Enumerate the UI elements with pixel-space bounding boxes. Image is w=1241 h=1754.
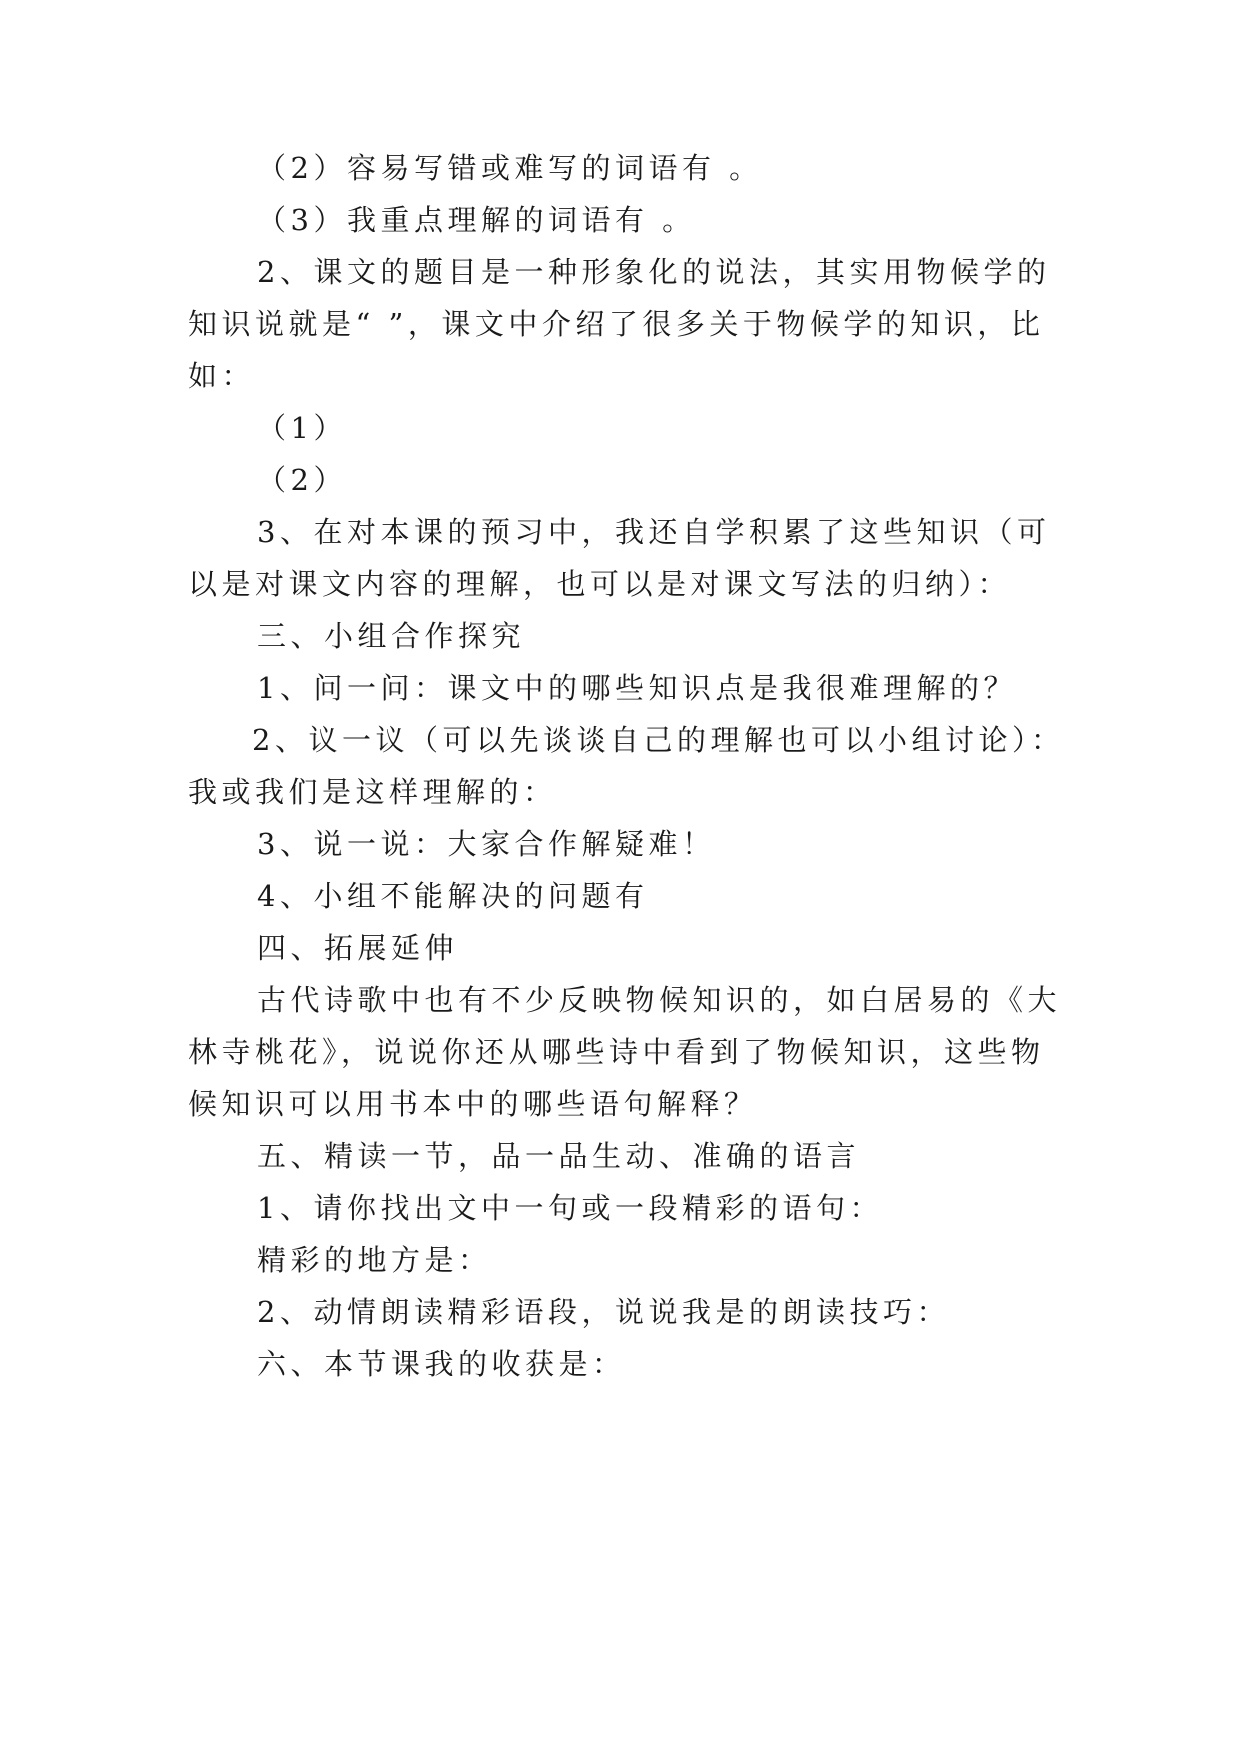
reading-task-2: 2、动情朗读精彩语段，说说我是的朗读技巧： bbox=[257, 1295, 950, 1329]
blank-item-1: （1） bbox=[257, 411, 347, 445]
item-3-key-words: （3）我重点理解的词语有 。 bbox=[257, 203, 696, 237]
group-task-2-line-2: 我或我们是这样理解的： bbox=[188, 775, 557, 809]
extension-paragraph-line-1: 古代诗歌中也有不少反映物候知识的，如白居易的《大 bbox=[257, 983, 1062, 1017]
question-3-line-1: 3、在对本课的预习中，我还自学积累了这些知识（可 bbox=[257, 515, 1051, 549]
section-4-heading: 四、拓展延伸 bbox=[257, 931, 459, 965]
group-task-3: 3、说一说：大家合作解疑难！ bbox=[257, 827, 716, 861]
section-6-heading: 六、本节课我的收获是： bbox=[257, 1347, 626, 1381]
reading-task-1: 1、请你找出文中一句或一段精彩的语句： bbox=[257, 1191, 883, 1225]
blank-item-2: （2） bbox=[257, 463, 347, 497]
question-2-line-1: 2、课文的题目是一种形象化的说法，其实用物候学的 bbox=[257, 255, 1051, 289]
group-task-4: 4、小组不能解决的问题有 bbox=[257, 879, 649, 913]
section-3-heading: 三、小组合作探究 bbox=[257, 619, 526, 653]
extension-paragraph-line-3: 候知识可以用书本中的哪些语句解释？ bbox=[188, 1087, 758, 1121]
group-task-1: 1、问一问：课文中的哪些知识点是我很难理解的？ bbox=[257, 671, 1017, 705]
section-5-heading: 五、精读一节，品一品生动、准确的语言 bbox=[257, 1139, 861, 1173]
question-2-line-3: 如： bbox=[188, 359, 256, 393]
group-task-2-line-1: 2、议一议（可以先谈谈自己的理解也可以小组讨论）： bbox=[252, 723, 1065, 757]
extension-paragraph-line-2: 林寺桃花》，说说你还从哪些诗中看到了物候知识，这些物 bbox=[188, 1035, 1045, 1069]
question-3-line-2: 以是对课文内容的理解，也可以是对课文写法的归纳）： bbox=[188, 567, 1012, 601]
question-2-line-2: 知识说就是“ ”，课文中介绍了很多关于物候学的知识，比 bbox=[188, 307, 1045, 341]
reading-task-1-followup: 精彩的地方是： bbox=[257, 1243, 492, 1277]
item-2-words-hard-to-write: （2）容易写错或难写的词语有 。 bbox=[257, 151, 763, 185]
